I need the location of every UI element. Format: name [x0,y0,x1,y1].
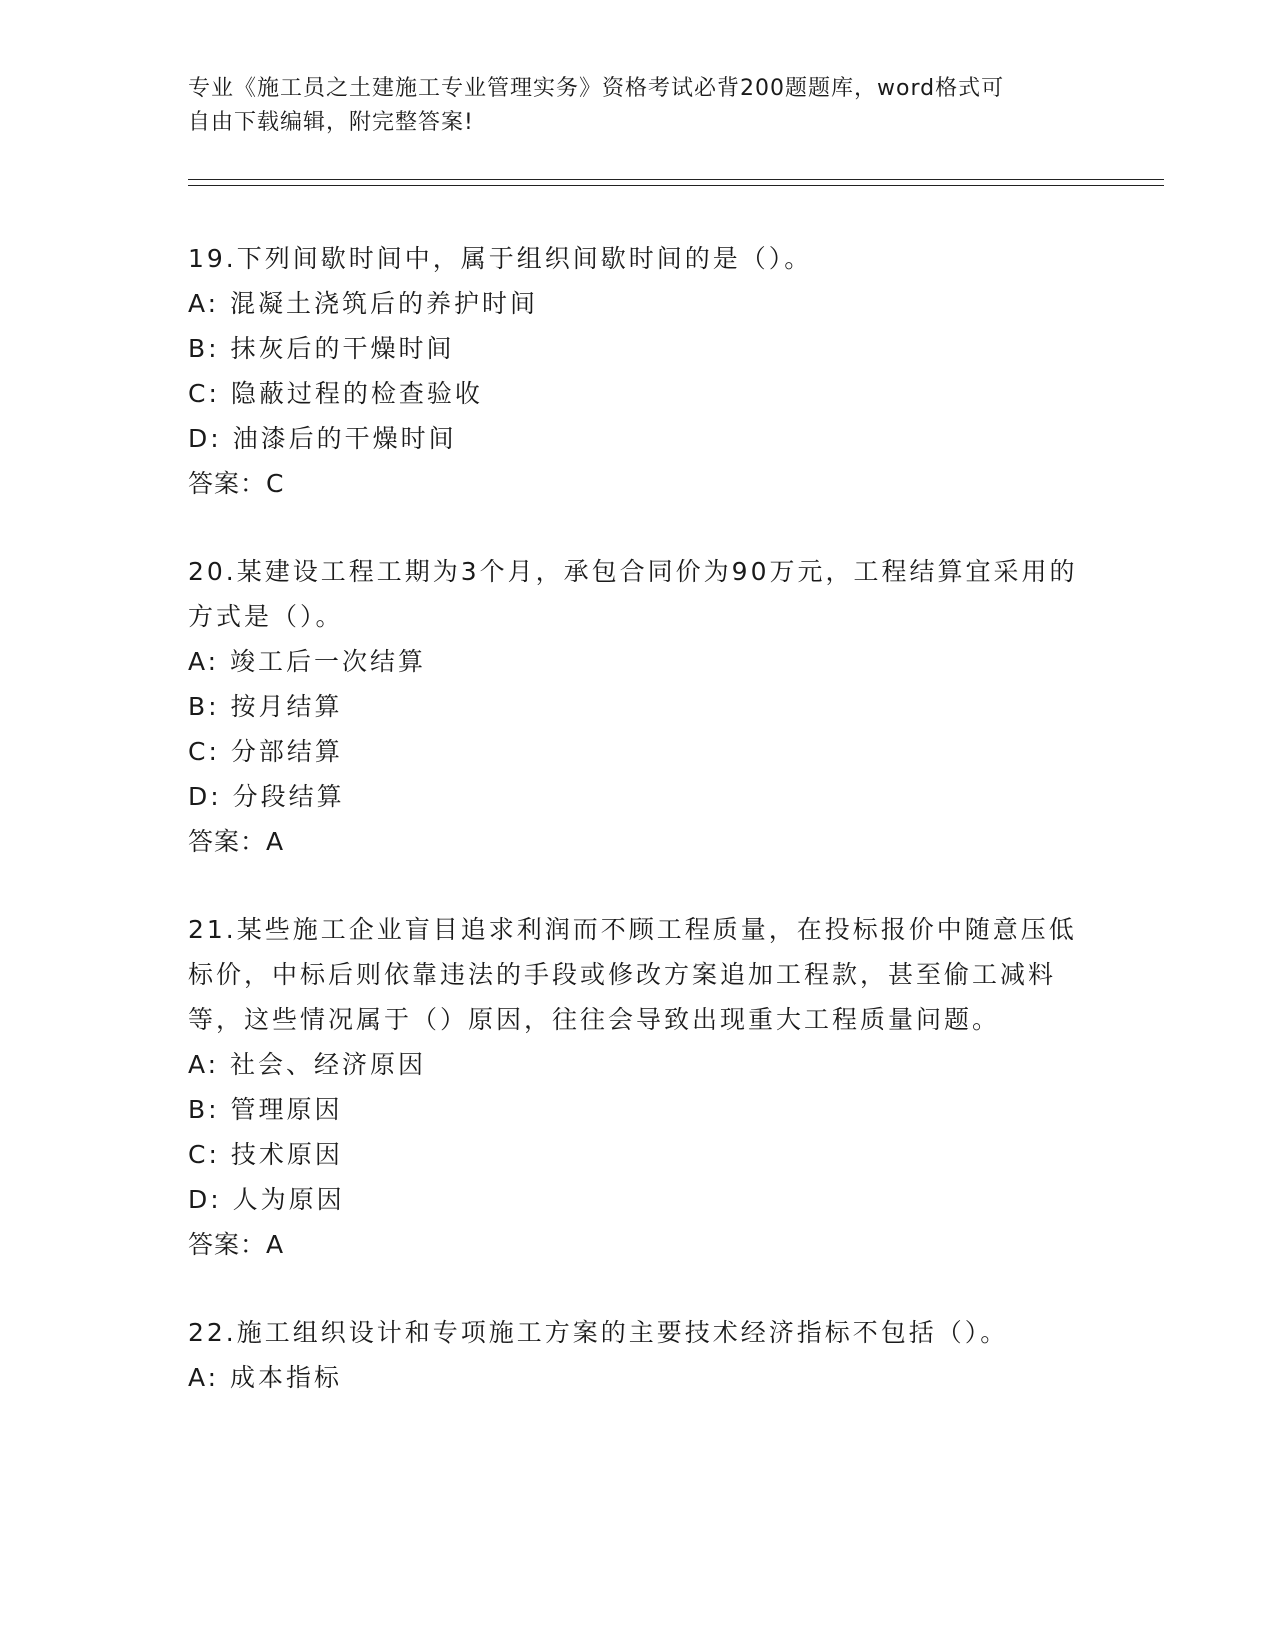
option-a: A: 竣工后一次结算 [188,647,427,676]
option-b: B: 按月结算 [188,692,343,721]
header-divider-top [188,179,1164,180]
question-21 [188,907,1088,1267]
question-stem: 21.某些施工企业盲目追求利润而不顾工程质量，在投标报价中随意压低标价，中标后则依靠违法的手段或修改方案追加工程款，甚至偷工减料等，这些情况属于（）原因，往往会导致出现重大工程质量问题。 [188,915,1077,1034]
question-stem: 20.某建设工程工期为3个月，承包合同价为90万元，工程结算宜采用的方式是（）。 [188,557,1078,631]
option-d: D: 人为原因 [188,1185,345,1214]
option-c: C: 技术原因 [188,1140,343,1169]
question-19 [188,236,1088,506]
option-c: C: 隐蔽过程的检查验收 [188,379,483,408]
option-a: A: 成本指标 [188,1363,343,1392]
option-b: B: 抹灰后的干燥时间 [188,334,455,363]
question-stem: 22.施工组织设计和专项施工方案的主要技术经济指标不包括（）。 [188,1318,1009,1347]
question-stem: 19.下列间歇时间中，属于组织间歇时间的是（）。 [188,244,813,273]
header-line-1: 专业《施工员之土建施工专业管理实务》资格考试必背200题题库，word格式可 [188,76,1005,101]
option-d: D: 分段结算 [188,782,345,811]
question-list [188,236,1088,1443]
answer-line: 答案：A [188,1230,285,1259]
answer-line: 答案：C [188,469,285,498]
answer-line: 答案：A [188,827,285,856]
option-b: B: 管理原因 [188,1095,343,1124]
option-a: A: 混凝土浇筑后的养护时间 [188,289,539,318]
option-a: A: 社会、经济原因 [188,1050,427,1079]
question-22 [188,1310,1088,1400]
header-line-2: 自由下载编辑，附完整答案! [188,110,474,135]
option-c: C: 分部结算 [188,737,343,766]
option-d: D: 油漆后的干燥时间 [188,424,457,453]
document-header [188,72,1068,140]
question-20 [188,549,1088,864]
header-divider-bottom [188,185,1164,186]
